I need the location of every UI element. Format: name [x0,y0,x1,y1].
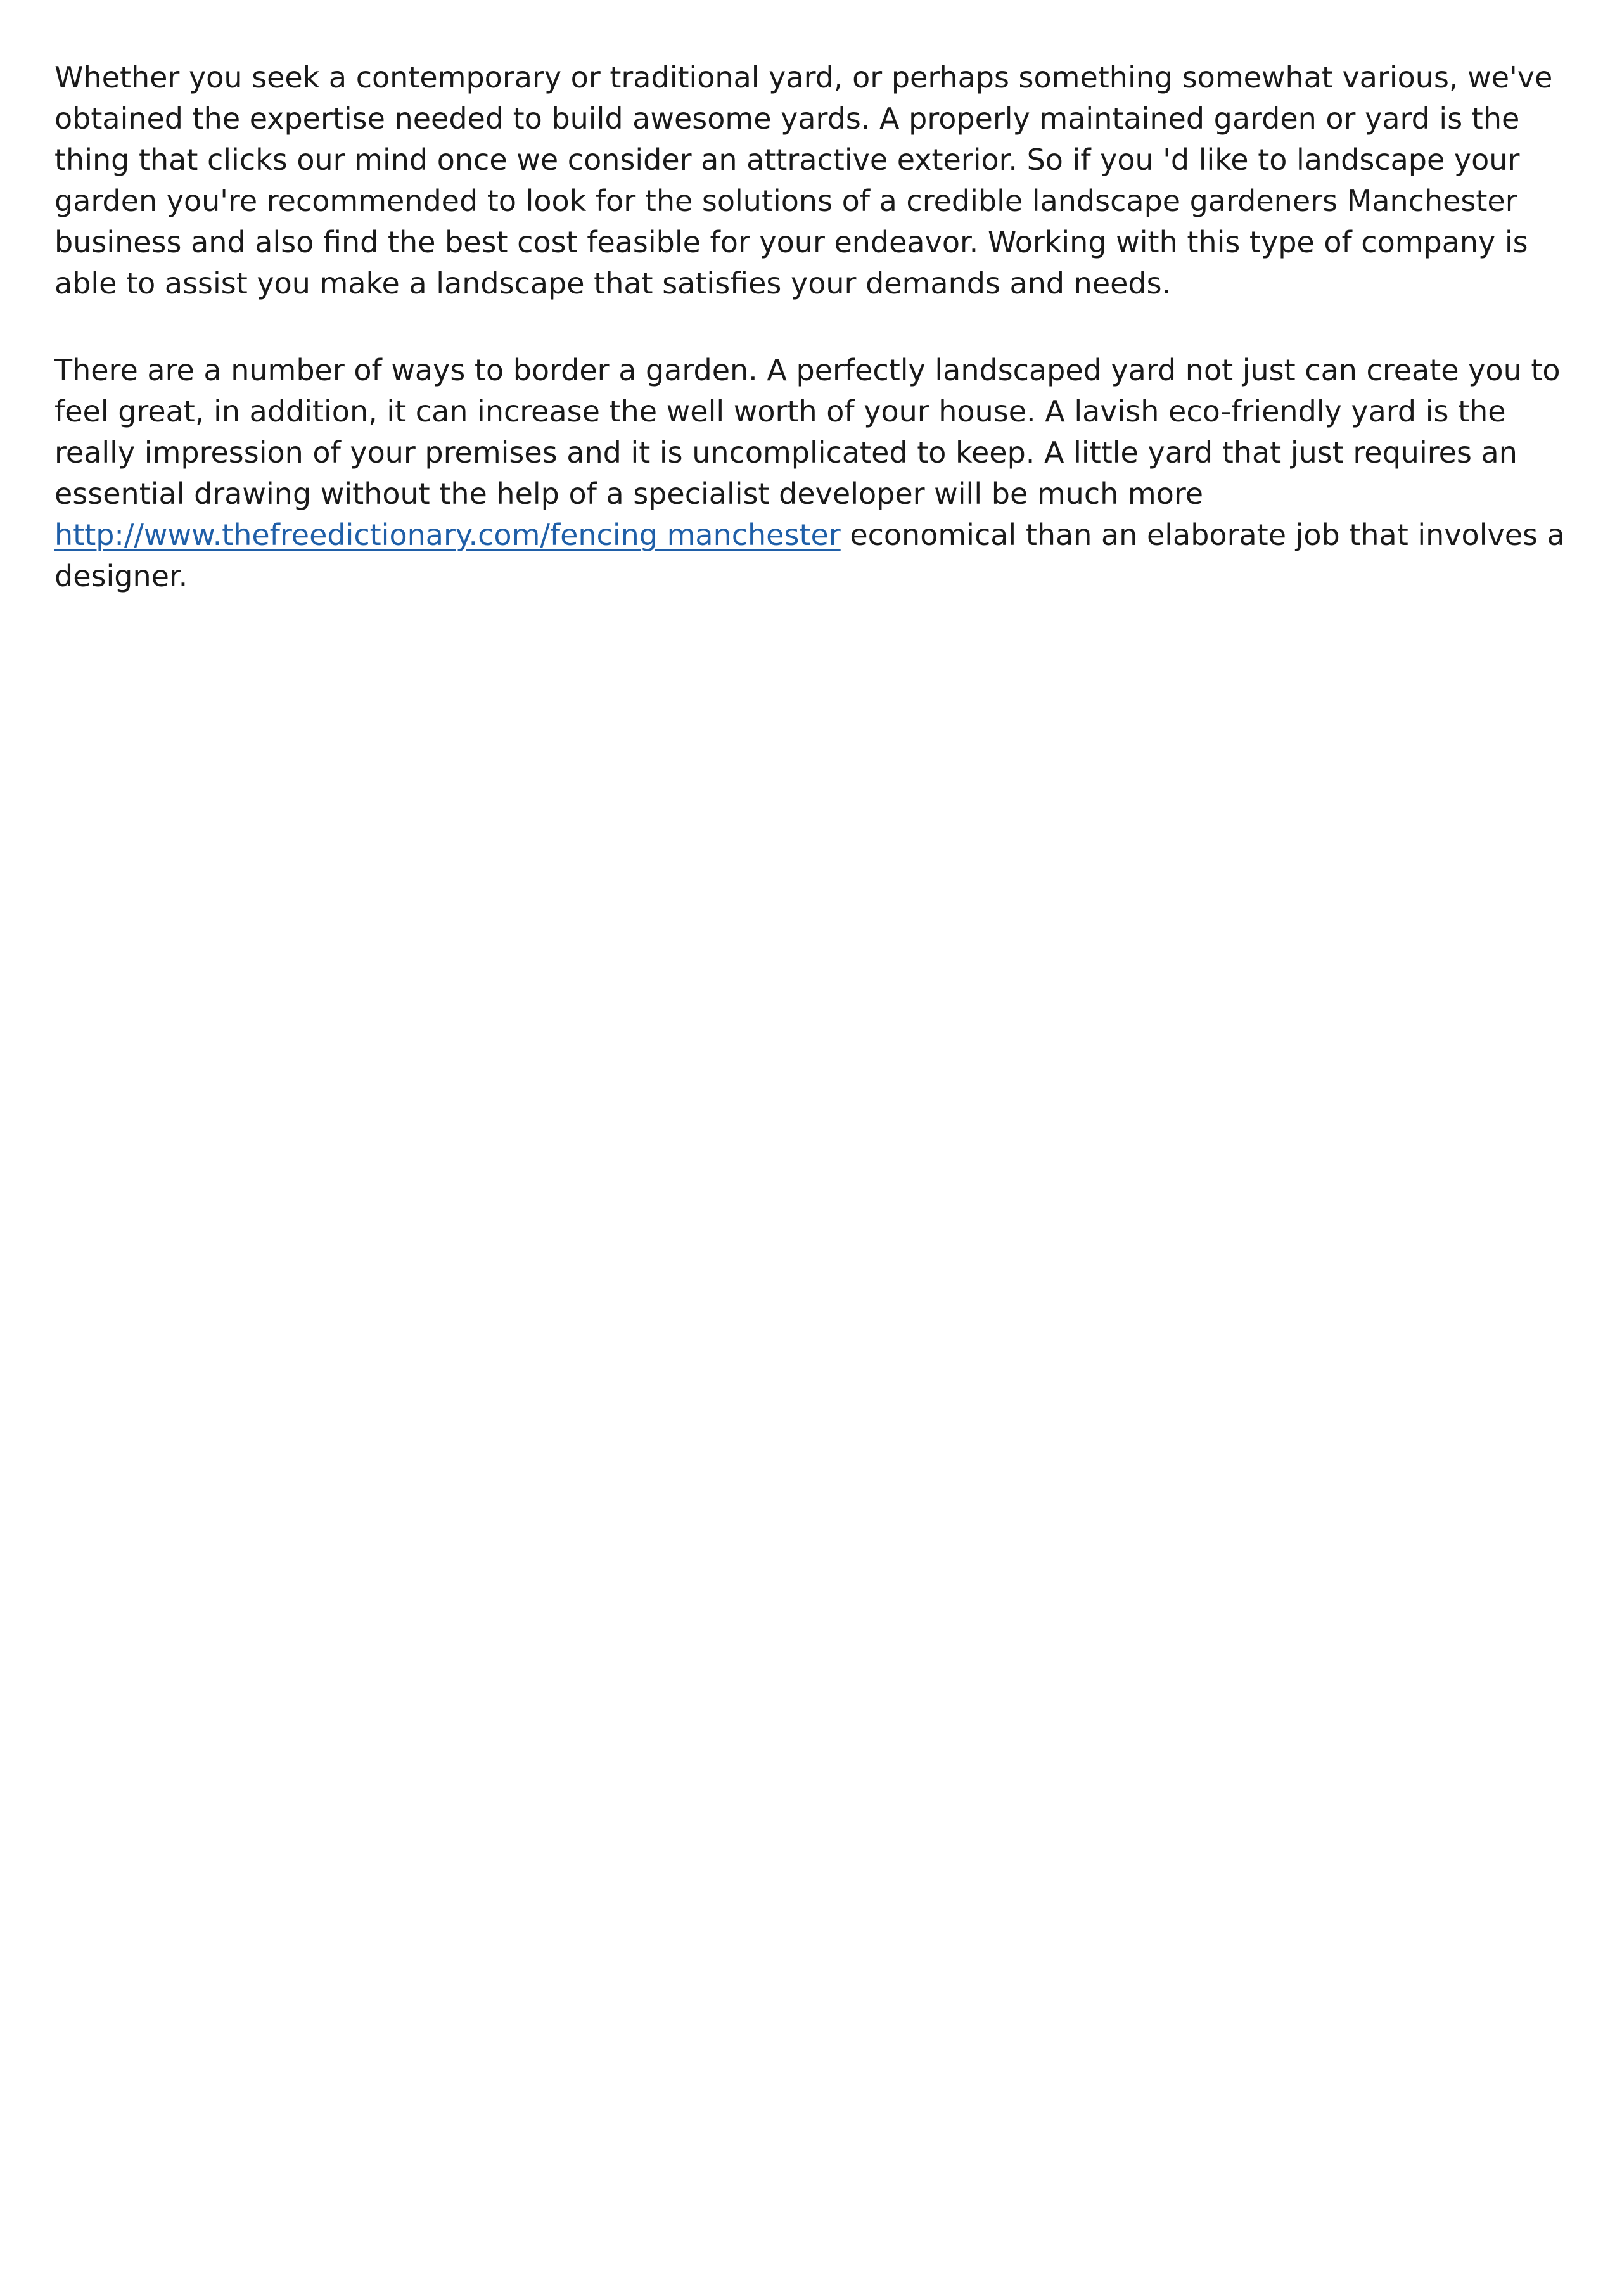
paragraph-2 [54,350,1569,597]
paragraph-2-text-after-link: economical than an elaborate job that involves a designer. [54,518,1565,593]
paragraph-2-text-before-link: There are a number of ways to border a garden. A perfectly landscaped yard not just can create you to feel great, in addition, it can increase the well worth of your house. A lavish eco-friendly yard is the really impression of your premises and it is uncomplicated to keep. A little yard that just requires an essential drawing without the help of a specialist developer will be much more [54,353,1561,511]
paragraph-1: Whether you seek a contemporary or traditional yard, or perhaps something somewhat various, we've obtained the expertise needed to build awesome yards. A properly maintained garden or yard is the thing that clicks our mind once we consider an attractive exterior. So if you 'd like to landscape your garden you're recommended to look for the solutions of a credible landscape gardeners Manchester business and also find the best cost feasible for your endeavor. Working with this type of company is able to assist you make a landscape that satisfies your demands and needs. [54,60,1553,300]
document-body [54,57,1569,597]
fencing-manchester-link[interactable]: http://www.thefreedictionary.com/fencing manchester [54,518,841,552]
